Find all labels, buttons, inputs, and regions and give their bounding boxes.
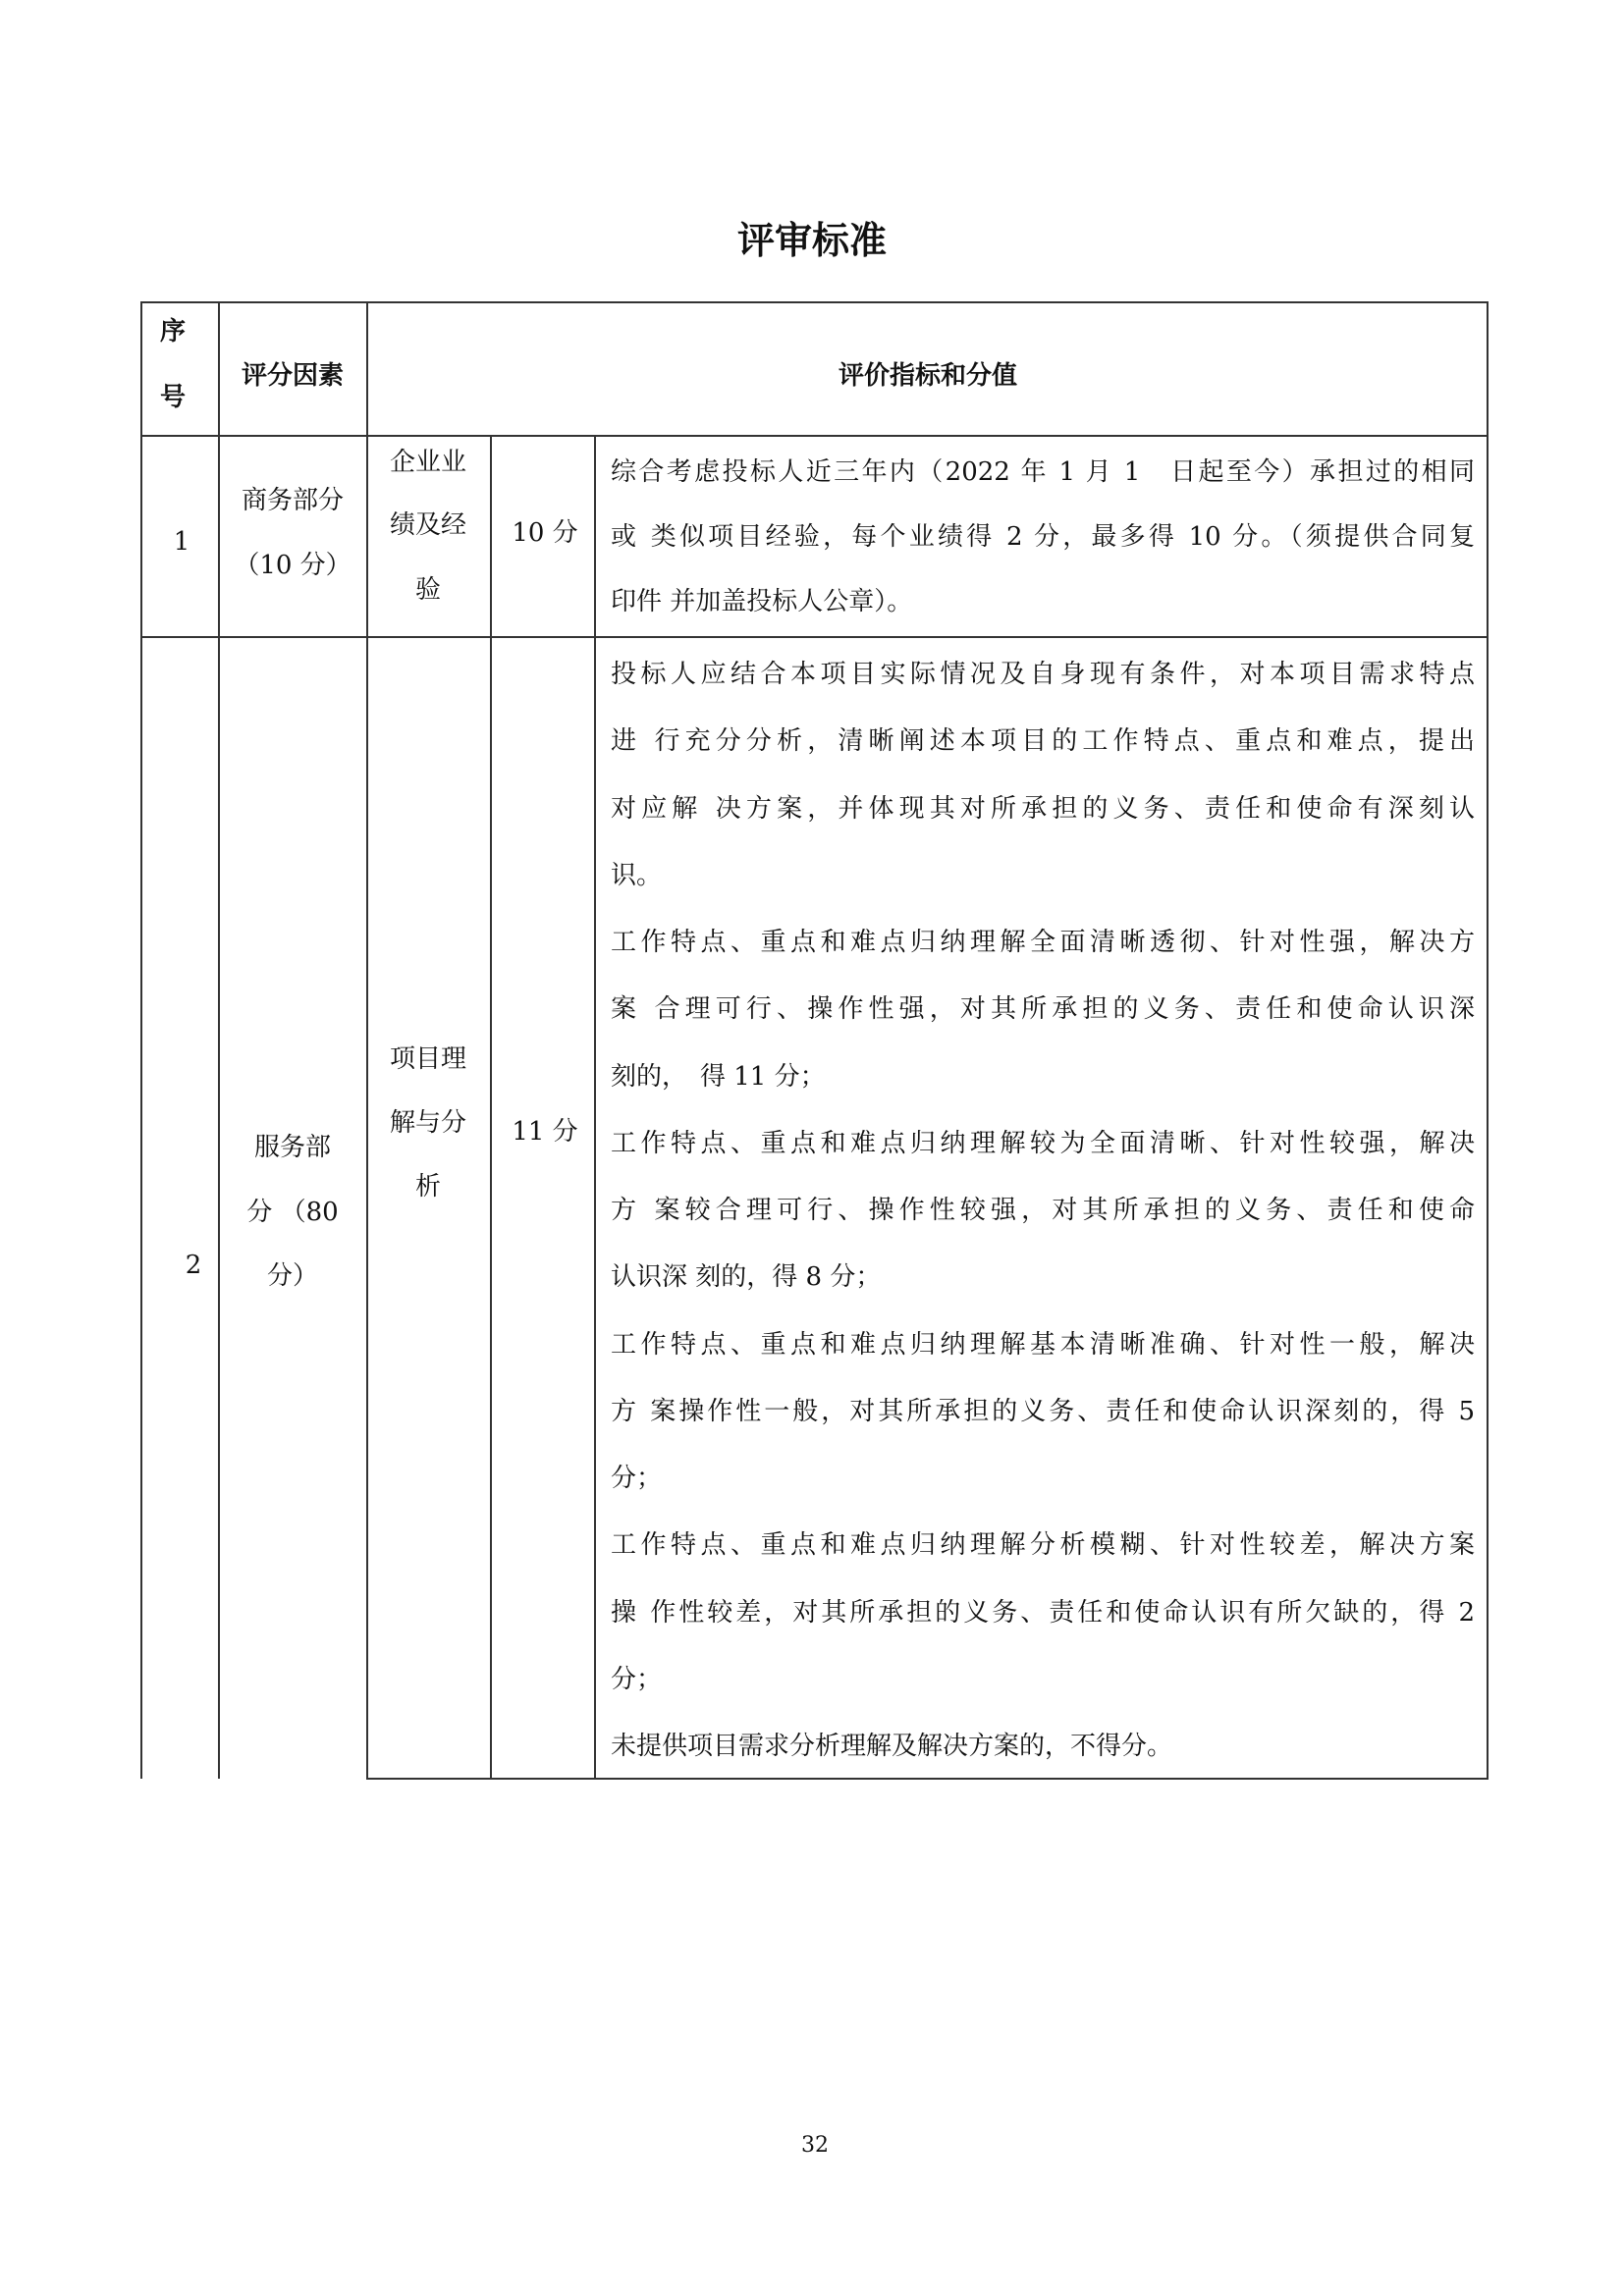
criteria-line: 识。 (611, 860, 663, 890)
column-divider (490, 435, 492, 1780)
criteria-line: 工作特点、重点和难点归纳理解基本清晰准确、针对性一般，解决 (611, 1329, 1475, 1360)
page-title: 评审标准 (736, 219, 888, 262)
row-seq: 2 (185, 1251, 202, 1280)
row-factor: 服务部 (253, 1133, 332, 1162)
criteria-line: 操 作性较差，对其所承担的义务、责任和使命认识有所欠缺的，得 2 (611, 1597, 1475, 1628)
column-divider (218, 301, 220, 1779)
criteria-line: 方 案操作性一般，对其所承担的义务、责任和使命认识深刻的，得 5 (611, 1396, 1475, 1426)
criteria-line: 未提供项目需求分析理解及解决方案的，不得分。 (611, 1732, 1173, 1761)
criteria-line: 分； (611, 1664, 663, 1694)
criteria-line: 综合考虑投标人近三年内（2022 年 1 月 1 日起至今）承担过的相同 (611, 457, 1475, 487)
row-divider (140, 636, 1489, 638)
header-factor: 评分因素 (241, 361, 345, 391)
row-score: 11 分 (512, 1117, 578, 1147)
criteria-line: 刻的， 得 11 分； (611, 1061, 826, 1092)
header-seq: 序 (159, 317, 187, 347)
table-border-right (1487, 301, 1489, 1780)
row-subfactor: 析 (414, 1172, 442, 1201)
row-subfactor: 解与分 (389, 1108, 467, 1138)
table-border-left (140, 301, 142, 1779)
header-seq: 号 (159, 383, 187, 412)
row-subfactor: 企业业 (389, 448, 467, 477)
criteria-line: 进 行充分分析，清晰阐述本项目的工作特点、重点和难点，提出 (611, 726, 1475, 757)
criteria-line: 工作特点、重点和难点归纳理解全面清晰透彻、针对性强，解决方 (611, 928, 1475, 957)
row-subfactor: 验 (414, 575, 442, 605)
page-number: 32 (801, 2133, 829, 2158)
criteria-line: 对应解 决方案，并体现其对所承担的义务、责任和使命有深刻认 (611, 793, 1475, 824)
header-criteria: 评价指标和分值 (838, 361, 1018, 391)
header-divider (140, 435, 1489, 437)
row-factor: （10 分） (234, 551, 352, 580)
row-factor: 分 （80 (246, 1198, 339, 1227)
column-divider (366, 301, 368, 1780)
criteria-line: 案 合理可行、操作性强，对其所承担的义务、责任和使命认识深 (611, 994, 1475, 1025)
criteria-line: 方 案较合理可行、操作性较强，对其所承担的义务、责任和使命 (611, 1196, 1475, 1225)
row-subfactor: 绩及经 (389, 510, 467, 540)
row-factor: 商务部分 (241, 486, 345, 515)
column-divider (594, 435, 596, 1780)
criteria-line: 工作特点、重点和难点归纳理解分析模糊、针对性较差，解决方案 (611, 1530, 1475, 1561)
criteria-line: 认识深 刻的，得 8 分； (611, 1262, 882, 1293)
row-subfactor: 项目理 (389, 1044, 467, 1074)
criteria-line: 投标人应结合本项目实际情况及自身现有条件，对本项目需求特点 (611, 660, 1475, 689)
row-factor: 分） (266, 1261, 319, 1291)
criteria-line: 印件 并加盖投标人公章）。 (611, 587, 913, 616)
table-border-bottom (366, 1778, 1489, 1780)
row-seq: 1 (173, 527, 190, 557)
row-score: 10 分 (512, 518, 578, 548)
criteria-line: 分； (611, 1464, 663, 1493)
criteria-line: 或 类似项目经验，每个业绩得 2 分，最多得 10 分。（须提供合同复 (611, 522, 1475, 552)
table-border-top (140, 301, 1489, 303)
criteria-line: 工作特点、重点和难点归纳理解较为全面清晰、针对性较强，解决 (611, 1128, 1475, 1158)
